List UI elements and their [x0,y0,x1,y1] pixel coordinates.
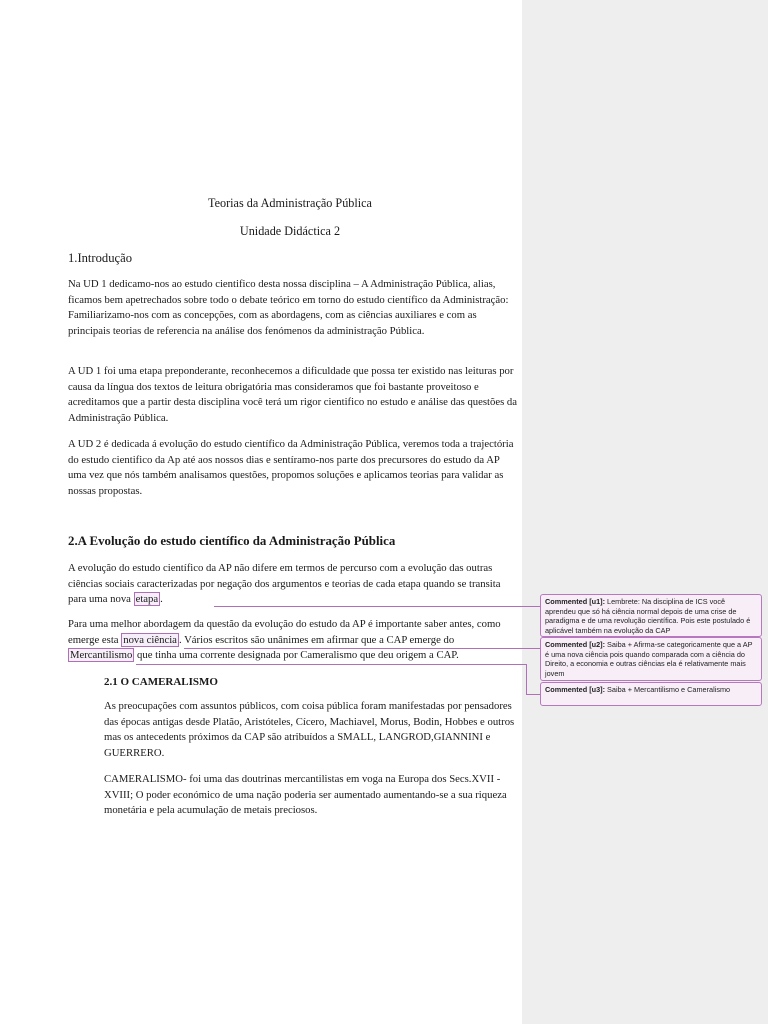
section-2-heading: 2.A Evolução do estudo científico da Administração Pública [68,534,396,548]
comment-anchor-u1[interactable]: etapa [135,593,159,606]
comment-leader-u1 [214,606,540,607]
comments-margin-pane [522,0,768,1024]
comment-leader-u3 [136,664,526,665]
comment-anchor-u2[interactable]: nova ciência [123,633,177,646]
section-2-1-heading: 2.1 O CAMERALISMO [104,676,218,688]
comment-leader-u3-end [526,694,540,695]
comment-balloon-u2[interactable] [540,637,762,681]
document-subtitle: Unidade Didáctica 2 [239,224,341,238]
comment-u2-text: Saiba + Afirma-se categoricamente que a AP é uma nova ciência pois quando comparada com a ciência do Direito, a economia e outras ciências ela é relativamente mais jovem [545,640,753,678]
paragraph-4-end: . [160,593,163,606]
intro-heading: 1.Introdução [68,251,132,265]
paragraph-5-text-a: Para uma melhor abordagem da questão da evolução do estudo da AP é importante saber antes, como emerge esta [68,618,501,646]
comment-u1-author: Commented [u1]: [545,597,605,606]
comment-anchor-u3[interactable]: Mercantilismo [70,649,133,662]
comment-u2-author: Commented [u2]: [545,640,605,649]
paragraph-7: CAMERALISMO- foi uma das doutrinas mercantilistas em voga na Europa dos Secs.XVII - XVIII; O poder económico de uma nação poderia ser aumentado aumentando-se a sua riqueza monetária e pela acumulação de metais preciosos. [104,773,507,817]
comment-u1-text: Lembrete: Na disciplina de ICS você aprendeu que só há ciência normal depois de uma crise de paradigma e de uma revolução científica. Pois este postulado é aplicável também na evolução da CAP [545,597,751,635]
comment-u3-author: Commented [u3]: [545,685,605,694]
paragraph-5 [68,617,520,664]
comment-balloon-u1[interactable] [540,594,762,637]
comment-balloon-u3[interactable] [540,682,762,706]
paragraph-3: A UD 2 é dedicada á evolução do estudo científico da Administração Pública, veremos toda a trajectória do estudo cientifico da Ap até aos nossos dias e sentíramo-nos parte dos precursores do estudo da AP uma vez que nós também analisamos questões, propomos soluções e aplicamos teorias para validar as nossas propostas. [68,438,514,497]
document-title: Teorias da Administração Pública [208,196,372,210]
paragraph-4-text: A evolução do estudo científico da AP não difere em termos de percurso com a evolução das outras ciências sociais caracterizadas por negação dos argumentos e teorias de cada etapa quando se transita para uma nova [68,562,501,606]
paragraph-5-text-c: que tinha uma corrente designada por Cameralismo que deu origem a CAP. [134,649,459,662]
comment-leader-u3-vertical [526,664,527,694]
paragraph-2: A UD 1 foi uma etapa preponderante, reconhecemos a dificuldade que possa ter existido nas leituras por causa da língua dos textos de leitura obrigatória mas consideramos que foi bastante proveitoso e acreditamos que a partir desta disciplina você terá um rigor cientifico no estudo e análise das questões da Administração Pública. [68,365,518,424]
comment-leader-u2 [184,648,540,649]
paragraph-5-text-b: . Vários escritos são unânimes em afirmar que a CAP emerge do [178,633,455,646]
paragraph-1: Na UD 1 dedicamo-nos ao estudo cientifico desta nossa disciplina – A Administração Pública, alias, ficamos bem apetrechados sobre todo o debate teórico em torno do estudo científico da Administração: Familiarizamo-nos com as concepções, com as abordagens, com as ciências auxiliares e com as principais teorias de referencia na análise dos fenómenos da administração Pública. [68,278,509,337]
comment-u3-text: Saiba + Mercantilismo e Cameralismo [605,685,731,694]
paragraph-6: As preocupações com assuntos públicos, com coisa pública foram manifestadas por pensadores das épocas antigas desde Platão, Aristóteles, Cícero, Machiavel, Morus, Bodin, Hobbes e outros mas os antecedents próximos da CAP são atribuídos a SMALL, LANGROD,GIANNINI e GUERRERO. [104,700,515,759]
paragraph-4 [68,561,520,608]
